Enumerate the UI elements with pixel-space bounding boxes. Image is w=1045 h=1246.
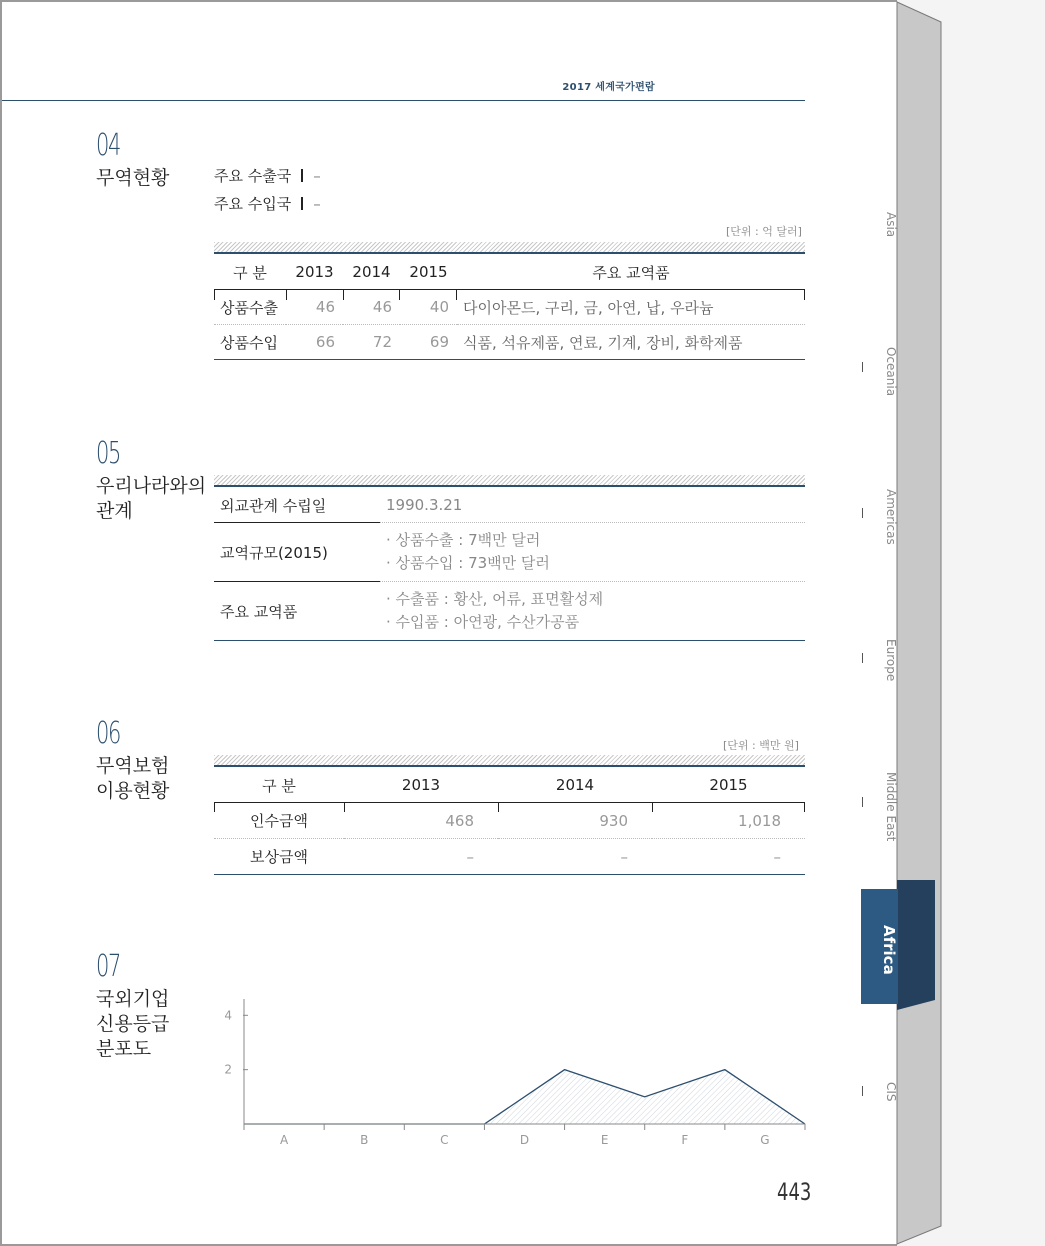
unit-note: [단위 : 억 달러] xyxy=(726,225,802,238)
table-hatch-bar xyxy=(214,755,805,767)
header-rule xyxy=(2,100,805,101)
side-tab-oceania[interactable]: Oceania xyxy=(884,347,898,397)
cell-value: 40 xyxy=(400,290,457,325)
cell-value: 69 xyxy=(400,325,457,360)
chart-x-tick-label: B xyxy=(360,1133,369,1147)
section-title-insurance-1: 무역보험 xyxy=(96,755,170,777)
table-row xyxy=(214,839,805,875)
table-row xyxy=(214,290,805,325)
page-number: 443 xyxy=(777,1178,812,1206)
main-import-countries xyxy=(214,193,321,214)
import-label: 주요 수입국 xyxy=(214,195,292,213)
export-label: 주요 수출국 xyxy=(214,167,292,185)
import-value: – xyxy=(313,195,321,213)
col-header: 구 분 xyxy=(214,768,344,803)
cell-value: 468 xyxy=(344,803,498,839)
cell-value: – xyxy=(652,839,805,875)
row-label: 인수금액 xyxy=(214,803,344,839)
section-title-insurance-2: 이용현황 xyxy=(96,780,170,802)
cell-value: · 상품수입 : 73백만 달러 xyxy=(386,554,550,572)
table-row xyxy=(214,325,805,360)
row-label: 외교관계 수립일 xyxy=(214,488,380,523)
chart-x-tick-label: G xyxy=(760,1133,770,1147)
section-title-credit-3: 분포도 xyxy=(96,1038,152,1060)
table-row xyxy=(214,582,805,641)
cell-value: 72 xyxy=(343,325,400,360)
col-header: 2014 xyxy=(498,768,652,803)
credit-rating-chart xyxy=(214,987,814,1152)
side-tab-europe[interactable]: Europe xyxy=(884,639,898,682)
chart-x-tick-label: E xyxy=(600,1133,609,1147)
cell-value: 1990.3.21 xyxy=(380,488,805,523)
section-title-trade: 무역현황 xyxy=(96,167,170,189)
cell-value: · 수입품 : 아연광, 수산가공품 xyxy=(386,613,580,631)
chart-x-tick-label: D xyxy=(519,1133,530,1147)
chart-x-tick-label: F xyxy=(681,1133,689,1147)
side-tab-africa[interactable]: Africa xyxy=(861,889,898,1004)
col-header: 구 분 xyxy=(214,255,286,290)
trade-table xyxy=(214,255,805,360)
table-row xyxy=(214,803,805,839)
book-edge xyxy=(895,0,945,1246)
main-export-countries xyxy=(214,165,321,186)
table-row xyxy=(214,488,805,523)
cell-value: 930 xyxy=(498,803,652,839)
running-header: 2017 세계국가편람 xyxy=(562,82,655,93)
cell-value: – xyxy=(498,839,652,875)
section-number-06: 06 xyxy=(96,716,120,751)
col-header: 2014 xyxy=(343,255,400,290)
section-number-05: 05 xyxy=(96,436,120,471)
col-header: 주요 교역품 xyxy=(457,255,805,290)
cell-value: · 수출품 : 황산, 어류, 표면활성제 xyxy=(386,590,604,608)
side-tab-americas[interactable]: Americas xyxy=(884,489,898,545)
table-row xyxy=(214,523,805,582)
cell-items: 식품, 석유제품, 연료, 기계, 장비, 화학제품 xyxy=(457,325,805,360)
side-tab-cis[interactable]: CIS xyxy=(884,1082,898,1102)
section-title-credit-2: 신용등급 xyxy=(96,1013,170,1035)
row-label: 상품수출 xyxy=(214,290,286,325)
section-title-relations-2: 관계 xyxy=(96,500,133,522)
col-header: 2015 xyxy=(652,768,805,803)
chart-x-tick-label: C xyxy=(440,1133,449,1147)
section-number-07: 07 xyxy=(96,949,120,984)
row-label: 교역규모(2015) xyxy=(214,523,380,582)
chart-y-tick-label: 2 xyxy=(224,1062,232,1077)
row-label: 상품수입 xyxy=(214,325,286,360)
col-header: 2013 xyxy=(286,255,343,290)
table-hatch-bar xyxy=(214,475,805,487)
col-header: 2013 xyxy=(344,768,498,803)
row-label: 주요 교역품 xyxy=(214,582,380,641)
row-label: 보상금액 xyxy=(214,839,344,875)
export-value: – xyxy=(313,167,321,185)
cell-value: 46 xyxy=(343,290,400,325)
col-header: 2015 xyxy=(400,255,457,290)
unit-note: [단위 : 백만 원] xyxy=(723,739,799,752)
cell-value: 66 xyxy=(286,325,343,360)
cell-value: 46 xyxy=(286,290,343,325)
section-title-credit-1: 국외기업 xyxy=(96,988,170,1010)
chart-x-tick-label: A xyxy=(279,1133,289,1147)
cell-items: 다이아몬드, 구리, 금, 아연, 납, 우라늄 xyxy=(457,290,805,325)
section-number-04: 04 xyxy=(96,128,120,163)
cell-value: · 상품수출 : 7백만 달러 xyxy=(386,531,541,549)
side-tab-middle-east[interactable]: Middle East xyxy=(884,772,898,842)
relations-table xyxy=(214,488,805,641)
side-tab-asia[interactable]: Asia xyxy=(884,212,898,238)
cell-value: – xyxy=(344,839,498,875)
insurance-table xyxy=(214,768,805,875)
cell-value: 1,018 xyxy=(652,803,805,839)
section-title-relations-1: 우리나라와의 xyxy=(96,475,207,497)
chart-y-tick-label: 4 xyxy=(224,1008,232,1023)
table-hatch-bar xyxy=(214,242,805,254)
